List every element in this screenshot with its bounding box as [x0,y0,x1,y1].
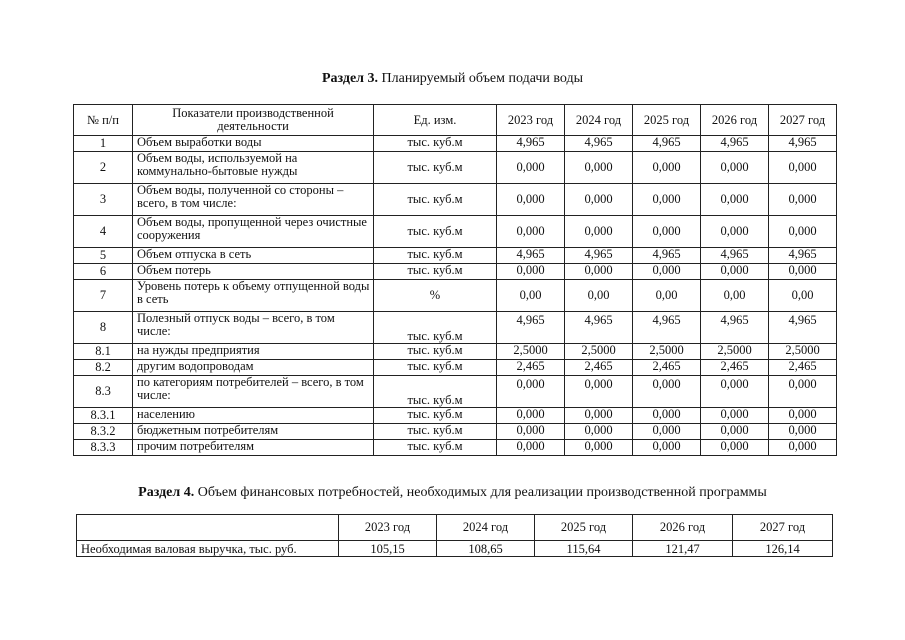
value-cell: 0,000 [497,216,565,248]
value-cell: 0,000 [633,440,701,456]
unit-cell: тыс. куб.м [374,248,497,264]
value-cell: 0,00 [497,280,565,312]
value-cell: 2,465 [633,360,701,376]
value-cell: 0,00 [565,280,633,312]
value-cell: 4,965 [565,248,633,264]
value-cell: 0,000 [701,376,769,408]
indicator-name: населению [133,408,374,424]
unit-cell: тыс. куб.м [374,344,497,360]
value-cell: 0,000 [497,184,565,216]
table-row [74,344,837,360]
value-cell: 0,00 [769,280,837,312]
table-row [74,216,837,248]
value-cell: 2,465 [701,360,769,376]
table-row [74,264,837,280]
table-row [77,541,833,557]
value-cell: 4,965 [633,136,701,152]
value-cell: 0,000 [497,264,565,280]
unit-cell: тыс. куб.м [374,408,497,424]
indicator-name: на нужды предприятия [133,344,374,360]
header-year: 2023 год [339,515,437,541]
section-3-heading [0,71,905,87]
value-cell: 0,000 [497,152,565,184]
value-cell: 0,000 [701,152,769,184]
value-cell: 0,000 [565,440,633,456]
value-cell: 0,000 [497,440,565,456]
value-cell: 0,000 [565,216,633,248]
value-cell: 0,000 [701,184,769,216]
table-row [74,408,837,424]
value-cell: 0,000 [633,424,701,440]
value-cell: 0,000 [497,376,565,408]
unit-cell: % [374,280,497,312]
value-cell: 0,000 [633,376,701,408]
header-year: 2024 год [437,515,535,541]
value-cell: 0,000 [565,408,633,424]
unit-cell: тыс. куб.м [374,184,497,216]
section-4-heading [0,485,905,501]
indicator-name: другим водопроводам [133,360,374,376]
indicator-name: Объем выработки воды [133,136,374,152]
value-cell: 0,000 [769,408,837,424]
value-cell: 121,47 [633,541,733,557]
unit-cell: тыс. куб.м [374,136,497,152]
table-row [74,360,837,376]
value-cell: 4,965 [497,136,565,152]
value-cell: 2,5000 [701,344,769,360]
value-cell: 4,965 [769,312,837,344]
value-cell: 0,000 [565,264,633,280]
value-cell: 2,5000 [497,344,565,360]
row-number: 3 [74,184,133,216]
unit-cell: тыс. куб.м [374,440,497,456]
value-cell: 0,000 [633,152,701,184]
header-year: 2027 год [733,515,833,541]
header-year: 2027 год [769,105,837,136]
unit-cell: тыс. куб.м [374,376,497,408]
value-cell: 0,00 [701,280,769,312]
section-4-title: Объем финансовых потребностей, необходимых для реализации производственной программы [197,485,767,500]
table-row [74,440,837,456]
row-number: 8.3.2 [74,424,133,440]
value-cell: 4,965 [769,136,837,152]
row-number: 8.3.1 [74,408,133,424]
value-cell: 0,000 [565,152,633,184]
indicator-name: по категориям потребителей – всего, в том числе: [133,376,374,408]
value-cell: 0,000 [497,424,565,440]
value-cell: 4,965 [701,136,769,152]
unit-cell: тыс. куб.м [374,424,497,440]
value-cell: 0,000 [769,152,837,184]
row-number: 8.2 [74,360,133,376]
value-cell: 0,000 [633,408,701,424]
value-cell: 2,465 [769,360,837,376]
row-number: 8.3.3 [74,440,133,456]
unit-cell: тыс. куб.м [374,264,497,280]
value-cell: 0,000 [565,376,633,408]
table-row [74,184,837,216]
value-cell: 4,965 [497,248,565,264]
row-number: 8.1 [74,344,133,360]
row-label: Необходимая валовая выручка, тыс. руб. [77,541,339,557]
value-cell: 0,000 [769,424,837,440]
header-year: 2026 год [701,105,769,136]
header-year: 2023 год [497,105,565,136]
value-cell: 0,000 [769,440,837,456]
table-row [74,152,837,184]
value-cell: 4,965 [701,312,769,344]
value-cell: 2,5000 [565,344,633,360]
unit-cell: тыс. куб.м [374,312,497,344]
table-row [74,312,837,344]
planned-water-supply-table [73,104,837,456]
table-row [74,424,837,440]
section-3-title: Планируемый объем подачи воды [381,71,584,86]
unit-cell: тыс. куб.м [374,152,497,184]
value-cell: 0,000 [633,264,701,280]
unit-cell: тыс. куб.м [374,216,497,248]
row-number: 4 [74,216,133,248]
row-number: 8.3 [74,376,133,408]
indicator-name: Полезный отпуск воды – всего, в том числе: [133,312,374,344]
row-number: 2 [74,152,133,184]
value-cell: 2,5000 [769,344,837,360]
indicator-name: Объем воды, пропущенной через очистные сооружения [133,216,374,248]
indicator-name: Объем воды, используемой на коммунально-бытовые нужды [133,152,374,184]
section-3-label: Раздел 3. [321,71,379,86]
value-cell: 115,64 [535,541,633,557]
value-cell: 0,000 [701,264,769,280]
header-num: № п/п [74,105,133,136]
value-cell: 4,965 [633,312,701,344]
value-cell: 0,000 [633,216,701,248]
value-cell: 4,965 [633,248,701,264]
table-header-row [77,515,833,541]
value-cell: 0,000 [565,424,633,440]
indicator-name: Объем отпуска в сеть [133,248,374,264]
header-year: 2025 год [535,515,633,541]
header-empty [77,515,339,541]
value-cell: 105,15 [339,541,437,557]
value-cell: 0,000 [769,264,837,280]
value-cell: 0,000 [497,408,565,424]
header-indicator: Показатели производственной деятельности [133,105,374,136]
value-cell: 4,965 [565,136,633,152]
value-cell: 4,965 [565,312,633,344]
value-cell: 0,000 [701,424,769,440]
indicator-name: бюджетным потребителям [133,424,374,440]
header-year: 2025 год [633,105,701,136]
value-cell: 0,000 [701,408,769,424]
table-row [74,376,837,408]
indicator-name: прочим потребителям [133,440,374,456]
financial-needs-table [76,514,833,557]
header-year: 2026 год [633,515,733,541]
value-cell: 0,000 [769,376,837,408]
value-cell: 126,14 [733,541,833,557]
value-cell: 2,465 [565,360,633,376]
row-number: 1 [74,136,133,152]
value-cell: 4,965 [701,248,769,264]
value-cell: 0,000 [565,184,633,216]
row-number: 6 [74,264,133,280]
value-cell: 2,5000 [633,344,701,360]
value-cell: 0,000 [769,216,837,248]
value-cell: 0,000 [701,440,769,456]
value-cell: 108,65 [437,541,535,557]
indicator-name: Объем потерь [133,264,374,280]
row-number: 8 [74,312,133,344]
value-cell: 0,000 [769,184,837,216]
value-cell: 4,965 [769,248,837,264]
section-4-label: Раздел 4. [138,485,195,500]
value-cell: 0,000 [633,184,701,216]
unit-cell: тыс. куб.м [374,360,497,376]
indicator-name: Уровень потерь к объему отпущенной воды в сеть [133,280,374,312]
header-year: 2024 год [565,105,633,136]
row-number: 5 [74,248,133,264]
table-row [74,280,837,312]
row-number: 7 [74,280,133,312]
indicator-name: Объем воды, полученной со стороны – всего, в том числе: [133,184,374,216]
value-cell: 2,465 [497,360,565,376]
table-header-row [74,105,837,136]
header-unit: Ед. изм. [374,105,497,136]
value-cell: 0,000 [701,216,769,248]
value-cell: 4,965 [497,312,565,344]
value-cell: 0,00 [633,280,701,312]
table-row [74,136,837,152]
table-row [74,248,837,264]
